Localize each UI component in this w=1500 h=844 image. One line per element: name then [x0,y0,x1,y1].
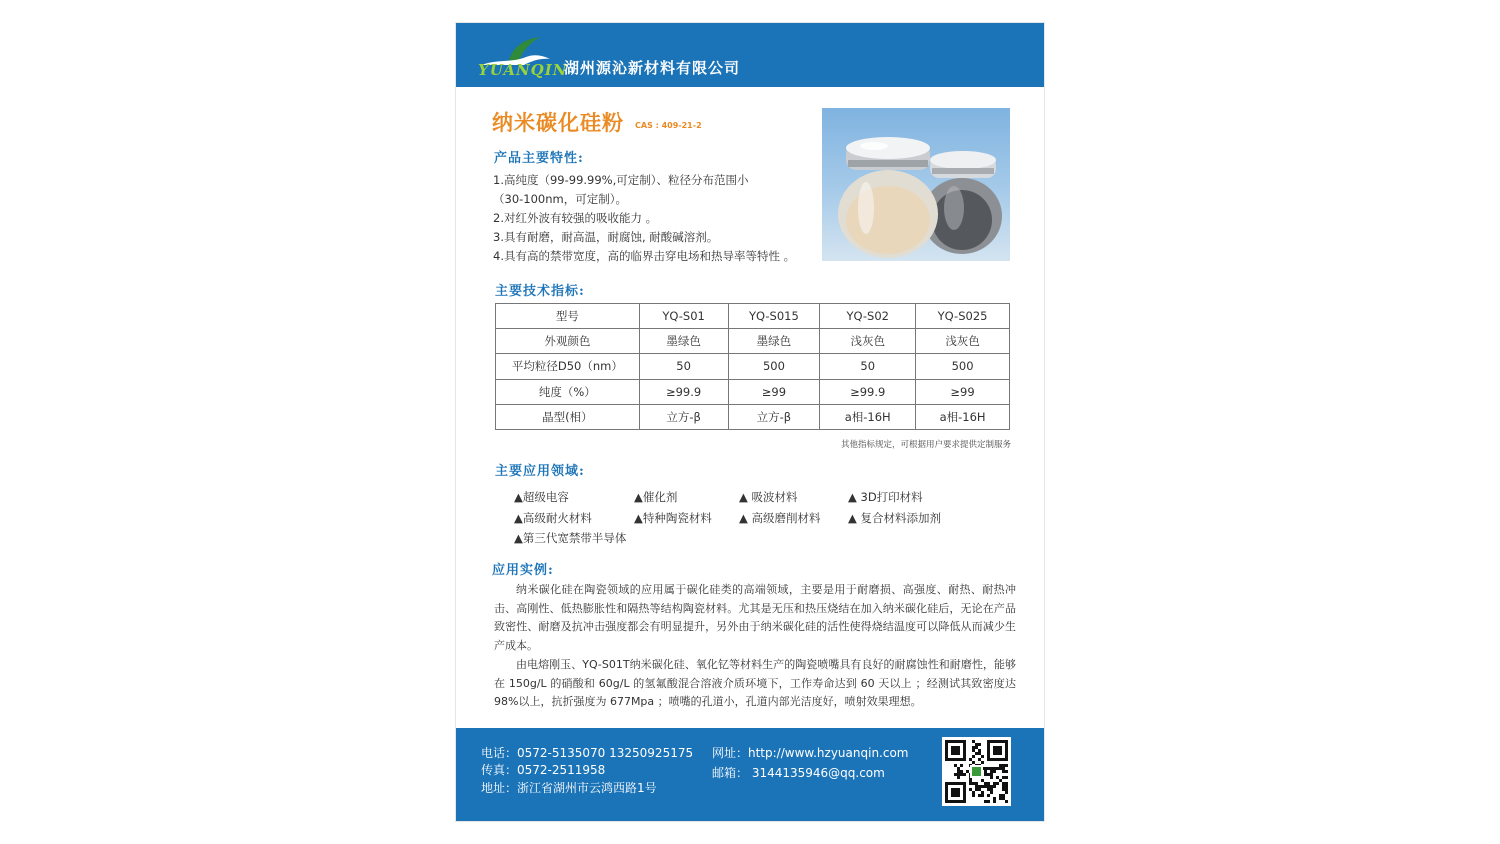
table-cell: ≥99 [728,379,820,404]
table-cell: ≥99.9 [820,379,916,404]
table-cell: 纯度（%） [496,379,640,404]
table-row [496,354,1010,379]
application-item: ▲第三代宽禁带半导体 [514,531,627,545]
table-cell: 立方-β [639,404,728,429]
product-flyer [456,23,1044,821]
table-cell: 浅灰色 [916,329,1010,354]
table-cell: YQ-S01 [639,304,728,329]
application-item: ▲ 吸波材料 [739,490,798,504]
table-cell: ≥99 [916,379,1010,404]
address-text: 地址：浙江省湖州市云鸿西路1号 [481,781,657,795]
spec-table [495,303,1010,430]
application-item: ▲催化剂 [634,490,678,504]
applications-heading: 主要应用领域: [495,464,585,479]
table-cell: 墨绿色 [728,329,820,354]
application-item: ▲ 高级磨削材料 [739,511,821,525]
table-row [496,304,1010,329]
table-cell: a相-16H [916,404,1010,429]
example-paragraph: 纳米碳化硅在陶瓷领域的应用属于碳化硅类的高端领域，主要是用于耐磨损、高强度、耐热、耐热冲击、高刚性、低热膨胀性和隔热等结构陶瓷材料。尤其是无压和热压烧结在加入纳米碳化硅后，无论在产品致密性、耐磨及抗冲击强度都会有明显提升，另外由于纳米碳化硅的活性使得烧结温度可以降低从而减少生产成本。 [494,583,1016,653]
features-heading: 产品主要特性: [494,151,584,166]
table-cell: 墨绿色 [639,329,728,354]
feature-line: 2.对红外波有较强的吸收能力 。 [493,211,658,225]
powder-jars-image [822,108,1010,261]
application-item: ▲特种陶瓷材料 [634,511,712,525]
table-cell: 500 [728,354,820,379]
table-cell: 平均粒径D50（nm） [496,354,640,379]
table-cell: 50 [820,354,916,379]
product-photo [822,108,1010,261]
examples-heading: 应用实例: [492,563,554,578]
table-cell: YQ-S015 [728,304,820,329]
table-cell: 外观颜色 [496,329,640,354]
spec-note: 其他指标规定，可根据用户要求提供定制服务 [840,440,1011,450]
table-cell: 立方-β [728,404,820,429]
company-name: 湖州源沁新材料有限公司 [564,59,741,77]
application-item: ▲超级电容 [514,490,569,504]
table-row [496,404,1010,429]
fax-text: 传真：0572-2511958 [481,763,606,777]
table-cell: ≥99.9 [639,379,728,404]
application-item: ▲ 复合材料添加剂 [848,511,941,525]
website-link[interactable]: 网址：http://www.hzyuanqin.com [712,746,909,760]
table-row [496,329,1010,354]
header-bar [456,23,1044,87]
table-cell: YQ-S02 [820,304,916,329]
application-item: ▲ 3D打印材料 [848,490,923,504]
table-cell: 500 [916,354,1010,379]
email-link[interactable]: 邮箱： 3144135946@qq.com [712,766,885,780]
feature-line: 4.具有高的禁带宽度，高的临界击穿电场和热导率等特性 。 [493,249,796,263]
feature-line: （30-100nm，可定制）。 [493,192,627,206]
cas-number: CAS : 409-21-2 [635,121,702,130]
feature-line: 1.高纯度（99-99.99%,可定制）、粒径分布范围小 [493,173,749,187]
table-row [496,379,1010,404]
specs-heading: 主要技术指标: [495,284,585,299]
logo-wordmark: YUANQIN [478,61,568,79]
phone-text: 电话：0572-5135070 13250925175 [481,746,694,760]
example-paragraph: 由电熔刚玉、YQ-S01T纳米碳化硅、氧化钇等材料生产的陶瓷喷嘴具有良好的耐腐蚀性和耐磨性，能够在 150g/L 的硝酸和 60g/L 的氢氟酸混合溶液介质环境下，工作寿命达到 60 天以上 ；经测试其致密度达98%以上，抗折强度为 677Mpa ；喷嘴的孔道小，孔道内部光洁度好，喷射效果理想。 [494,658,1016,709]
table-cell: YQ-S025 [916,304,1010,329]
table-cell: 晶型(相） [496,404,640,429]
table-cell: 型号 [496,304,640,329]
table-cell: 浅灰色 [820,329,916,354]
feature-line: 3.具有耐磨，耐高温，耐腐蚀, 耐酸碱溶剂。 [493,230,719,244]
table-cell: 50 [639,354,728,379]
product-title: 纳米碳化硅粉 [492,111,624,135]
application-item: ▲高级耐火材料 [514,511,592,525]
table-cell: a相-16H [820,404,916,429]
qr-code-icon[interactable] [942,737,1011,806]
